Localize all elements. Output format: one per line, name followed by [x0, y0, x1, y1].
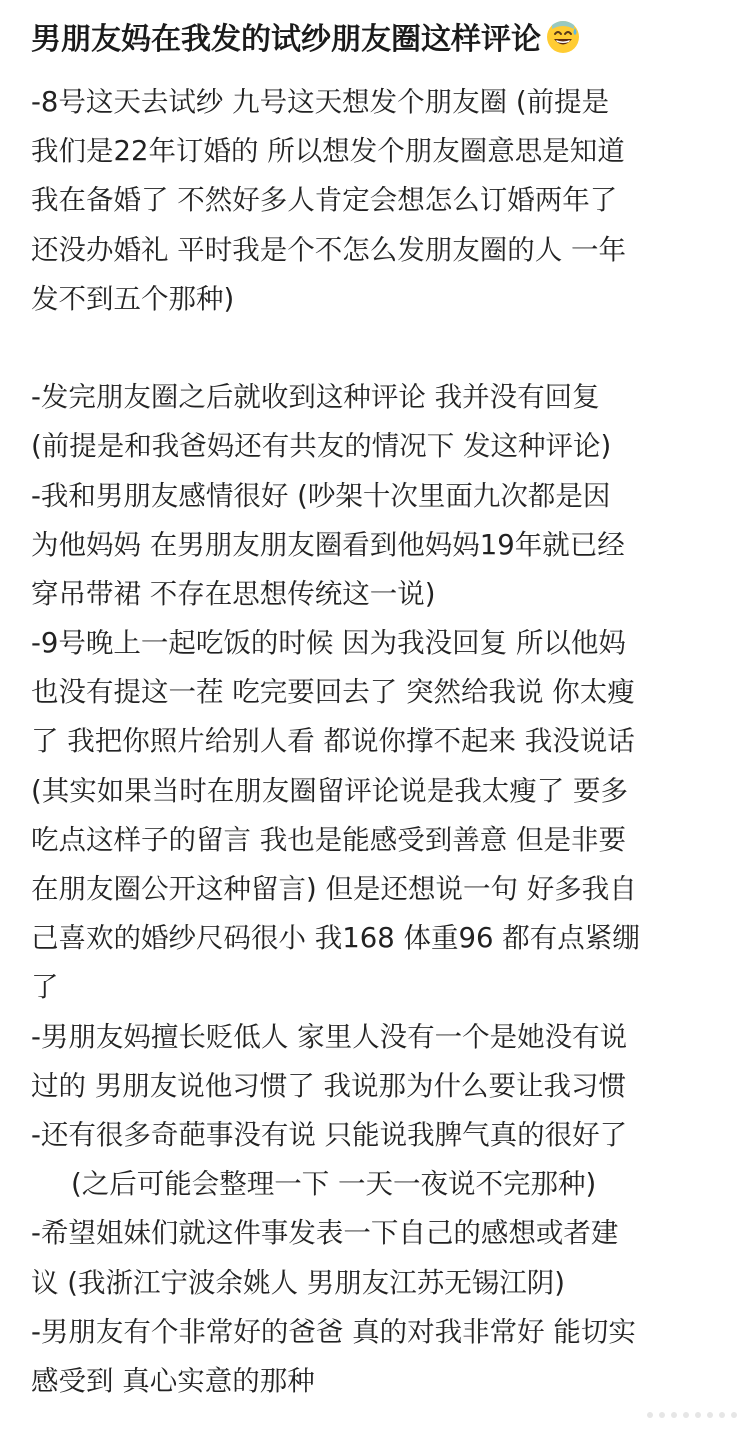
- post-line: 议 (我浙江宁波余姚人 男朋友江苏无锡江阴): [31, 1266, 565, 1299]
- post-title: [31, 14, 731, 66]
- post-line: 吃点这样子的留言 我也是能感受到善意 但是非要: [31, 823, 626, 856]
- post-line: -男朋友妈擅长贬低人 家里人没有一个是她没有说: [31, 1020, 628, 1053]
- post-line: -8号这天去试纱 九号这天想发个朋友圈 (前提是: [31, 86, 610, 118]
- post-line: 为他妈妈 在男朋友朋友圈看到他妈妈19年就已经: [31, 528, 625, 561]
- post-line: -9号晚上一起吃饭的时候 因为我没回复 所以他妈: [31, 627, 626, 660]
- post-line: 了: [31, 971, 59, 1004]
- post-line: (其实如果当时在朋友圈留评论说是我太瘦了 要多: [31, 774, 628, 807]
- post-line: 感受到 真心实意的那种: [31, 1364, 315, 1397]
- post-line: -发完朋友圈之后就收到这种评论 我并没有回复: [31, 381, 600, 414]
- grinning-sweat-emoji-icon: [545, 19, 581, 55]
- post-line: 我们是22年订婚的 所以想发个朋友圈意思是知道: [31, 135, 625, 168]
- watermark-dots-icon: [642, 1407, 742, 1423]
- post-line: 发不到五个那种): [31, 282, 235, 315]
- post-line: 在朋友圈公开这种留言) 但是还想说一句 好多我自: [31, 873, 637, 905]
- post-line: 我在备婚了 不然好多人肯定会想怎么订婚两年了: [31, 184, 618, 217]
- blank-line: [31, 324, 731, 373]
- post-line: -还有很多奇葩事没有说 只能说我脾气真的很好了: [31, 1118, 628, 1151]
- post-line: 穿吊带裙 不存在思想传统这一说): [31, 577, 436, 610]
- post-line: -男朋友有个非常好的爸爸 真的对我非常好 能切实: [31, 1315, 636, 1348]
- post-line: 还没办婚礼 平时我是个不怎么发朋友圈的人 一年: [31, 233, 626, 266]
- post-line: -希望姐妹们就这件事发表一下自己的感想或者建: [31, 1217, 619, 1250]
- post-line: 过的 男朋友说他习惯了 我说那为什么要让我习惯: [31, 1069, 626, 1102]
- post-line: (前提是和我爸妈还有共友的情况下 发这种评论): [31, 430, 612, 463]
- post-line: 也没有提这一茬 吃完要回去了 突然给我说 你太瘦: [31, 676, 635, 709]
- post-line: 己喜欢的婚纱尺码很小 我168 体重96 都有点紧绷: [31, 922, 640, 955]
- post-line: -我和男朋友感情很好 (吵架十次里面九次都是因: [31, 479, 611, 512]
- post-line: (之后可能会整理一下 一天一夜说不完那种): [71, 1168, 597, 1201]
- post-body: [31, 78, 731, 1406]
- post-line: 了 我把你照片给别人看 都说你撑不起来 我没说话: [31, 725, 635, 758]
- post-title-text: 男朋友妈在我发的试纱朋友圈这样评论: [31, 22, 541, 57]
